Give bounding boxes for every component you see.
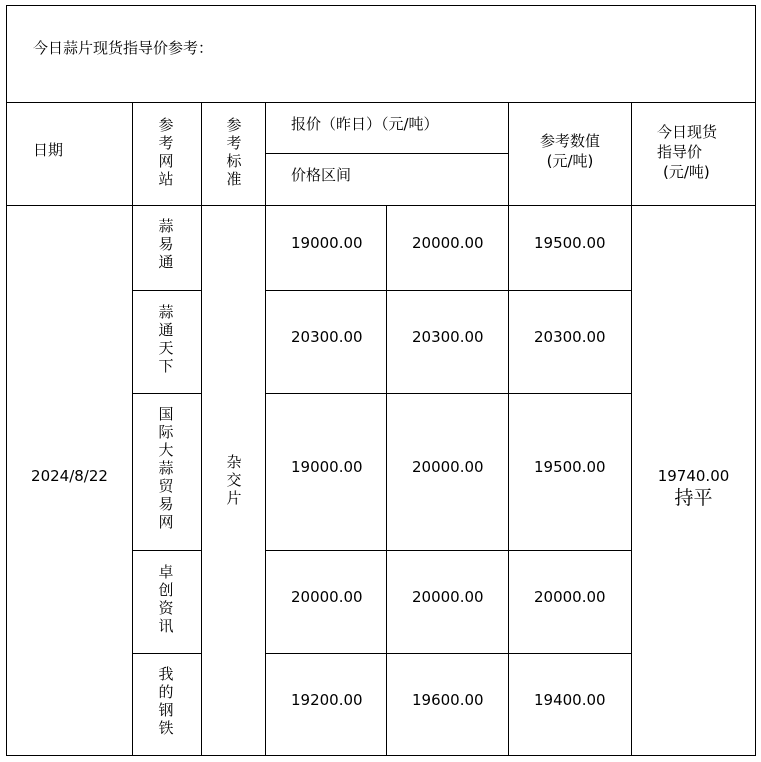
row-1-low: 19000.00 (291, 234, 363, 252)
today-price-trend: 持平 (674, 487, 713, 509)
header-range: 价格区间 (291, 166, 352, 184)
row-1-site: 蒜易通 (158, 217, 174, 271)
header-site: 参考网站 (158, 116, 174, 188)
header-ref-value (508, 131, 632, 171)
row-2-ref: 20300.00 (534, 328, 606, 346)
row-3-site: 国际大蒜贸易网 (158, 405, 174, 531)
border-top (6, 5, 756, 6)
col-divider-1 (132, 102, 133, 756)
row-4-high: 20000.00 (412, 588, 484, 606)
header-date: 日期 (33, 141, 64, 159)
row-3-high: 20000.00 (412, 458, 484, 476)
header-today-price (657, 122, 717, 182)
border-bottom (6, 755, 756, 756)
row-4-low: 20000.00 (291, 588, 363, 606)
row-3-ref: 19500.00 (534, 458, 606, 476)
row-3-low: 19000.00 (291, 458, 363, 476)
row-5-ref: 19400.00 (534, 691, 606, 709)
row-5-site: 我的钢铁 (158, 665, 174, 737)
row-2-high: 20300.00 (412, 328, 484, 346)
table-title: 今日蒜片现货指导价参考： (33, 39, 214, 57)
col-divider-2 (201, 102, 202, 756)
header-sub-divider (265, 153, 508, 154)
col-divider-6 (631, 102, 632, 756)
row-5-low: 19200.00 (291, 691, 363, 709)
title-divider (6, 102, 756, 103)
header-standard: 参考标准 (226, 116, 242, 188)
col-divider-4 (386, 205, 387, 756)
standard-cell: 杂交片 (226, 453, 242, 507)
today-price-value: 19740.00 (657, 467, 730, 485)
header-today-line3: (元/吨) (663, 163, 710, 181)
row-divider-4 (132, 653, 201, 654)
border-left (6, 5, 7, 756)
col-divider-5 (508, 102, 509, 756)
row-divider-4b (265, 653, 631, 654)
row-5-high: 19600.00 (412, 691, 484, 709)
header-today-line2: 指导价 (657, 143, 703, 161)
row-2-low: 20300.00 (291, 328, 363, 346)
header-quote: 报价（昨日）（元/吨） (291, 115, 439, 133)
header-ref-value-line1: 参考数值 (539, 132, 600, 150)
header-ref-value-line2: (元/吨) (546, 152, 594, 170)
row-1-ref: 19500.00 (534, 234, 606, 252)
row-4-ref: 20000.00 (534, 588, 606, 606)
row-1-high: 20000.00 (412, 234, 484, 252)
row-divider-2b (265, 393, 631, 394)
header-today-line1: 今日现货 (657, 123, 718, 141)
today-price-cell (631, 466, 756, 510)
row-divider-1 (132, 290, 201, 291)
row-divider-1b (265, 290, 631, 291)
row-divider-2 (132, 393, 201, 394)
header-divider (6, 205, 756, 206)
row-4-site: 卓创资讯 (158, 563, 174, 635)
col-divider-3 (265, 102, 266, 756)
row-divider-3 (132, 550, 201, 551)
border-right (755, 5, 756, 756)
date-cell: 2024/8/22 (31, 467, 108, 485)
row-2-site: 蒜通天下 (158, 303, 174, 375)
row-divider-3b (265, 550, 631, 551)
